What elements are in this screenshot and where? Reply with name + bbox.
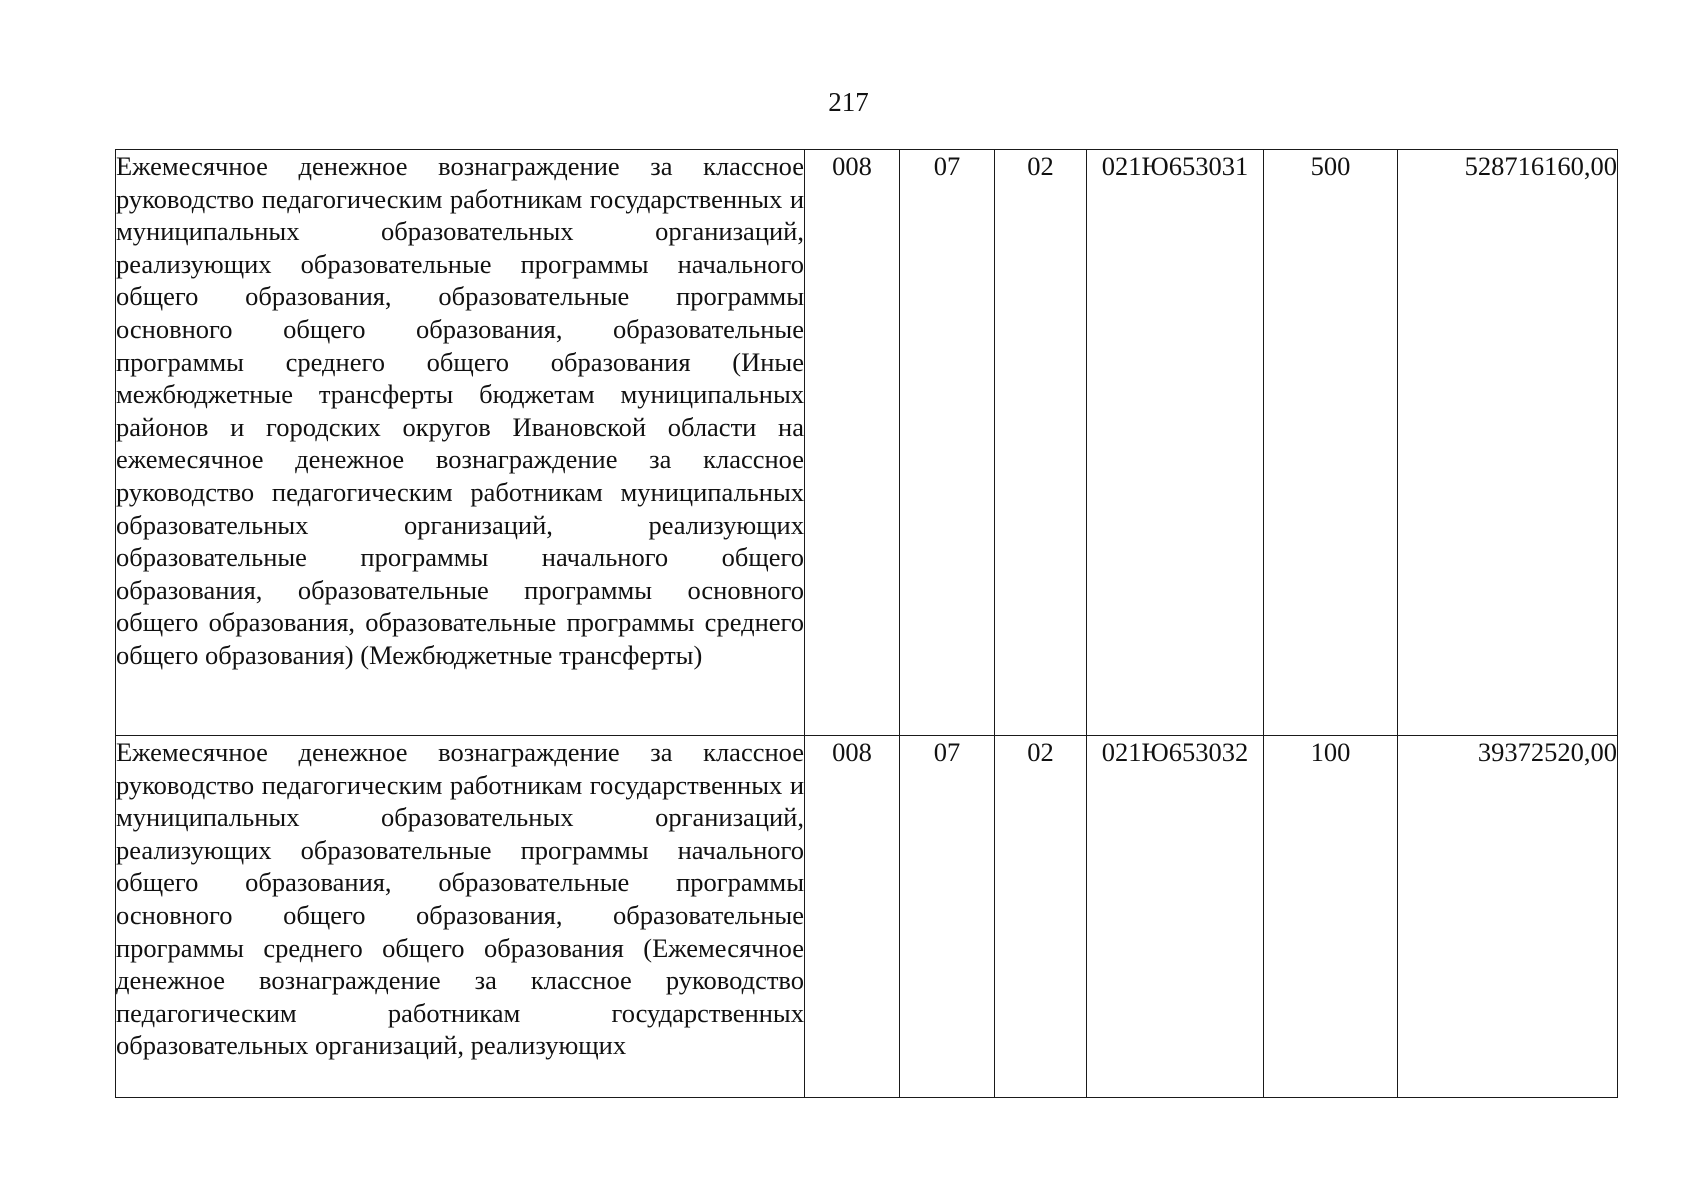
table-row (116, 736, 1618, 1098)
section-code: 07 (900, 150, 995, 736)
subsection-code: 02 (995, 736, 1087, 1098)
page-number: 217 (828, 87, 869, 117)
amount-value: 528716160,00 (1398, 150, 1618, 736)
budget-allocation-table (115, 149, 1618, 1098)
table-row (116, 150, 1618, 736)
expense-type-code: 500 (1264, 150, 1398, 736)
target-article-code: 021Ю653031 (1087, 150, 1264, 736)
subsection-code: 02 (995, 150, 1087, 736)
ministry-code: 008 (805, 150, 900, 736)
section-code: 07 (900, 736, 995, 1098)
target-article-code: 021Ю653032 (1087, 736, 1264, 1098)
expense-type-code: 100 (1264, 736, 1398, 1098)
amount-value: 39372520,00 (1398, 736, 1618, 1098)
ministry-code: 008 (805, 736, 900, 1098)
row-description: Ежемесячное денежное вознаграждение за классное руководство педагогическим работникам государственных и муниципальных образовательных организаций, реализующих образовательные программы начального общего образования, образовательные программы основного общего образования, образовательные программы среднего общего образования (Иные межбюджетные трансферты бюджетам муниципальных районов и городских округов Ивановской области на ежемесячное денежное вознаграждение за классное руководство педагогическим работникам муниципальных образовательных организаций, реализующих образовательные программы начального общего образования, образовательные программы основного общего образования, образовательные программы среднего общего образования) (Межбюджетные трансферты) (116, 150, 805, 736)
row-description: Ежемесячное денежное вознаграждение за классное руководство педагогическим работникам государственных и муниципальных образовательных организаций, реализующих образовательные программы начального общего образования, образовательные программы основного общего образования, образовательные программы среднего общего образования (Ежемесячное денежное вознаграждение за классное руководство педагогическим работникам государственных образовательных организаций, реализующих (116, 736, 805, 1098)
